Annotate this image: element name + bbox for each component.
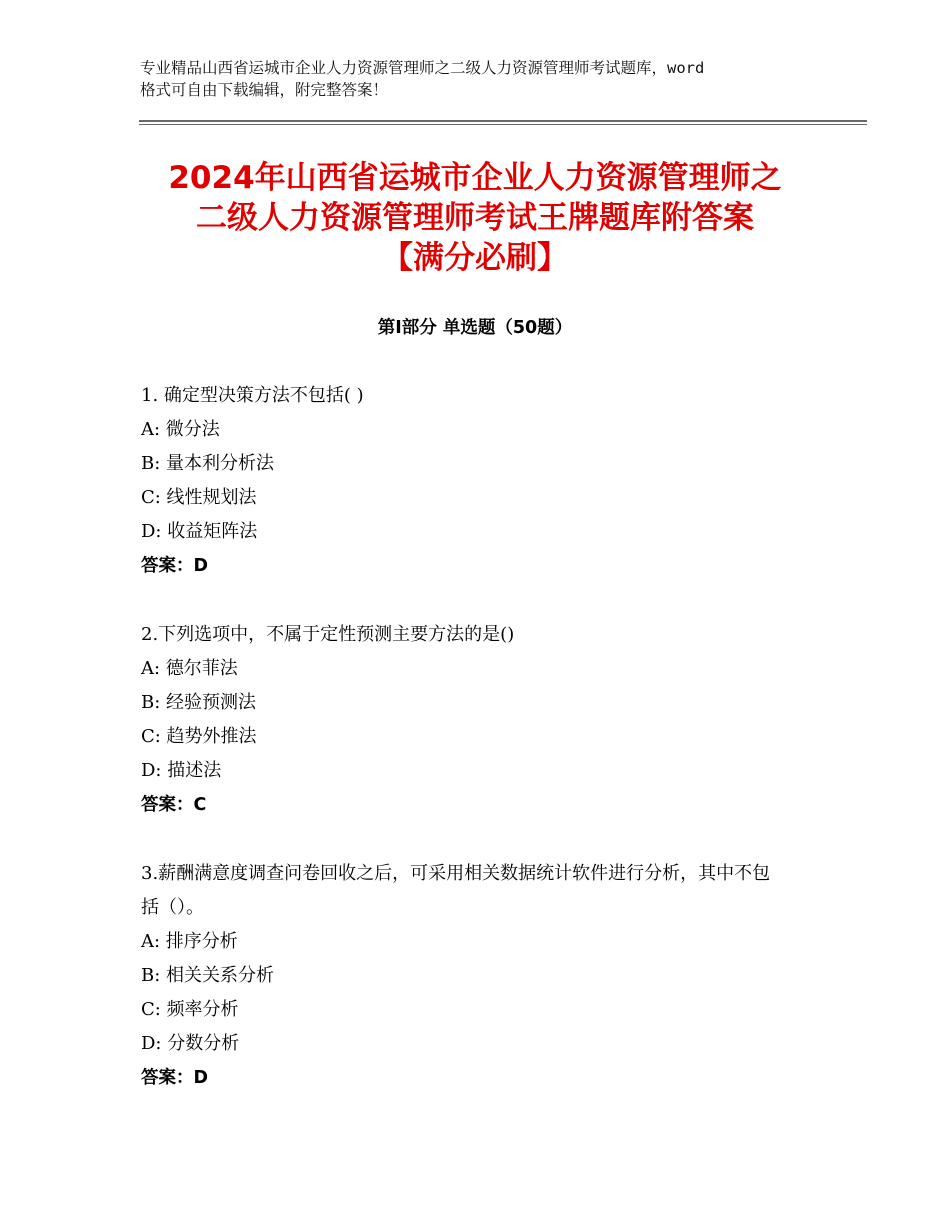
answer-line: 答案：C [141, 795, 207, 815]
answer-line: 答案：D [141, 556, 209, 576]
option-d: D: 描述法 [141, 760, 222, 781]
answer-line: 答案：D [141, 1068, 209, 1088]
question-text: 2.下列选项中，不属于定性预测主要方法的是() [141, 624, 515, 645]
title-line: 二级人力资源管理师考试王牌题库附答案 [196, 200, 754, 236]
header-note-line: 专业精品山西省运城市企业人力资源管理师之二级人力资源管理师考试题库，word [140, 59, 705, 77]
option-d: D: 收益矩阵法 [141, 521, 258, 542]
option-c: C: 线性规划法 [141, 487, 257, 508]
title-line: 【满分必刷】 [382, 240, 568, 276]
option-a: A: 排序分析 [141, 931, 238, 952]
question-text: 1. 确定型决策方法不包括( ) [141, 385, 364, 406]
option-b: B: 相关关系分析 [141, 965, 275, 986]
option-c: C: 频率分析 [141, 999, 239, 1020]
question-item [141, 379, 821, 583]
option-d: D: 分数分析 [141, 1033, 240, 1054]
header-note-line: 格式可自由下载编辑，附完整答案！ [140, 81, 389, 99]
option-b: B: 经验预测法 [141, 692, 257, 713]
header-note [140, 57, 830, 101]
option-b: B: 量本利分析法 [141, 453, 275, 474]
document-title [120, 158, 830, 278]
title-line: 2024年山西省运城市企业人力资源管理师之 [168, 160, 782, 196]
option-a: A: 德尔菲法 [141, 658, 238, 679]
header-divider [139, 120, 867, 125]
option-a: A: 微分法 [141, 419, 220, 440]
section-heading: 第Ⅰ部分 单选题（50题） [377, 318, 573, 338]
question-text: 3.薪酬满意度调查问卷回收之后，可采用相关数据统计软件进行分析，其中不包括（）。 [141, 863, 771, 918]
question-item [141, 857, 821, 1095]
option-c: C: 趋势外推法 [141, 726, 257, 747]
question-item [141, 618, 821, 822]
